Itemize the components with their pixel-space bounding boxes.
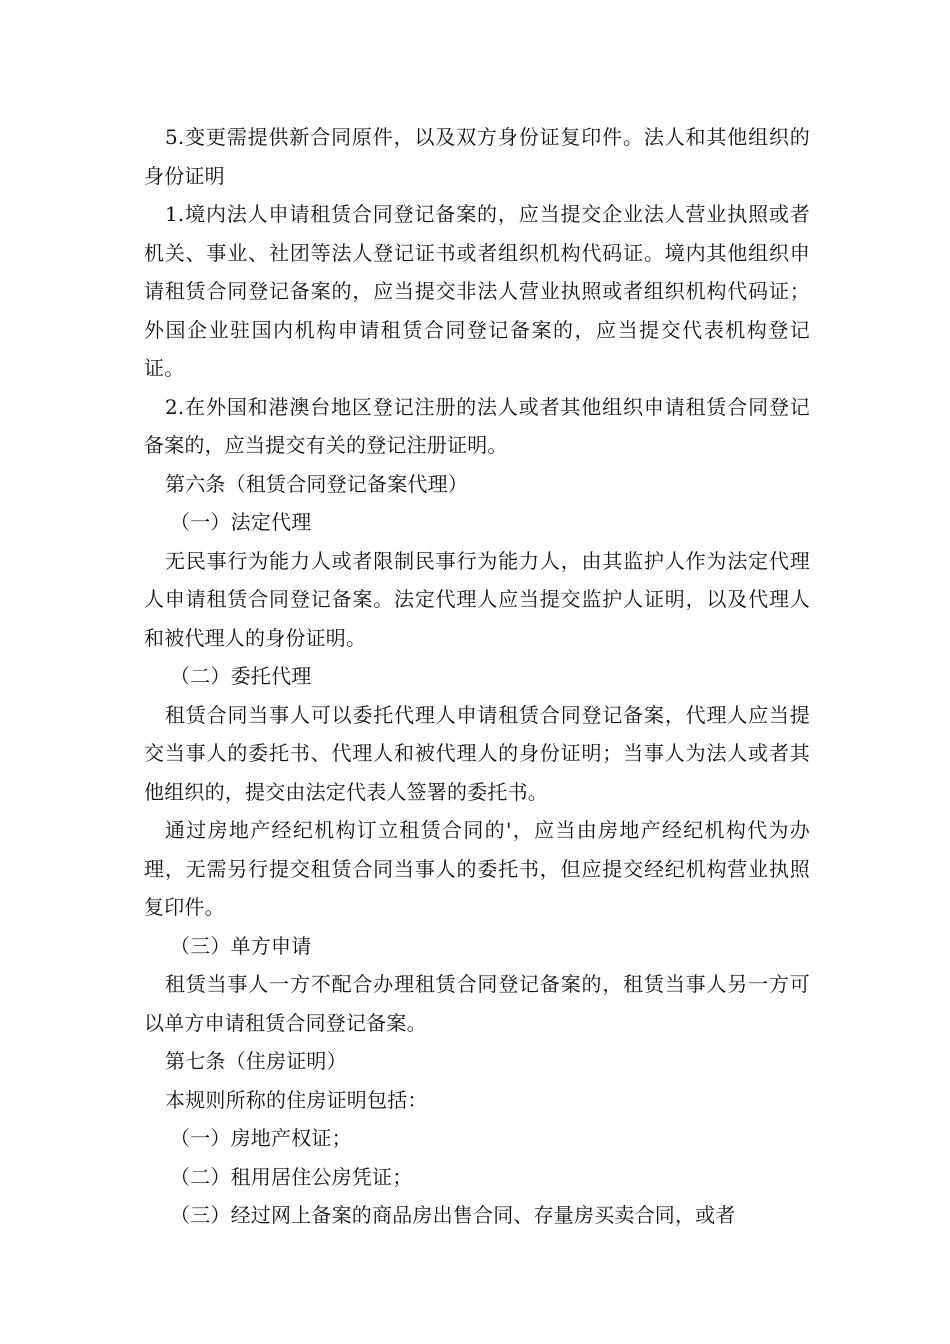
list-item-property-certificate: （一）房地产权证； bbox=[170, 1126, 352, 1150]
document-body bbox=[144, 118, 810, 1235]
paragraph-item5-change: 5.变更需提供新合同原件，以及双方身份证复印件。法人和其他组织的身份证明 bbox=[144, 125, 810, 188]
list-item-public-housing-voucher: （二）租用居住公房凭证； bbox=[170, 1164, 413, 1189]
paragraph-foreign-legal-person: 2.在外国和港澳台地区登记注册的法人或者其他组织申请租赁合同登记备案的，应当提交有关的登记注册证明。 bbox=[144, 394, 810, 457]
article-seven-heading: 第七条（住房证明） bbox=[165, 1049, 347, 1073]
subsection-entrusted-agency: （二）委托代理 bbox=[170, 664, 312, 688]
article-six-heading: 第六条（租赁合同登记备案代理） bbox=[165, 471, 468, 496]
list-item-sale-contract: （三）经过网上备案的商品房出售合同、存量房买卖合同，或者 bbox=[170, 1203, 736, 1227]
subsection-statutory-agency: （一）法定代理 bbox=[170, 510, 312, 534]
paragraph-statutory-agency: 无民事行为能力人或者限制民事行为能力人，由其监护人作为法定代理人申请租赁合同登记备案。法定代理人应当提交监护人证明，以及代理人和被代理人的身份证明。 bbox=[144, 548, 810, 650]
paragraph-housing-proof-intro: 本规则所称的住房证明包括： bbox=[165, 1087, 428, 1112]
paragraph-domestic-legal-person: 1.境内法人申请租赁合同登记备案的，应当提交企业法人营业执照或者机关、事业、社团等法人登记证书或者组织机构代码证。境内其他组织申请租赁合同登记备案的，应当提交非法人营业执照或者组织机构代码证；外国企业驻国内机构申请租赁合同登记备案的，应当提交代表机构登记证。 bbox=[144, 202, 810, 380]
subsection-unilateral-application: （三）单方申请 bbox=[170, 933, 312, 958]
paragraph-real-estate-broker: 通过房地产经纪机构订立租赁合同的'，应当由房地产经纪机构代为办理，无需另行提交租赁合同当事人的委托书，但应提交经纪机构营业执照复印件。 bbox=[144, 818, 810, 919]
paragraph-unilateral-application: 租赁当事人一方不配合办理租赁合同登记备案的，租赁当事人另一方可以单方申请租赁合同登记备案。 bbox=[144, 972, 810, 1035]
paragraph-entrusted-agency: 租赁合同当事人可以委托代理人申请租赁合同登记备案，代理人应当提交当事人的委托书、代理人和被代理人的身份证明；当事人为法人或者其他组织的，提交由法定代表人签署的委托书。 bbox=[144, 702, 810, 804]
